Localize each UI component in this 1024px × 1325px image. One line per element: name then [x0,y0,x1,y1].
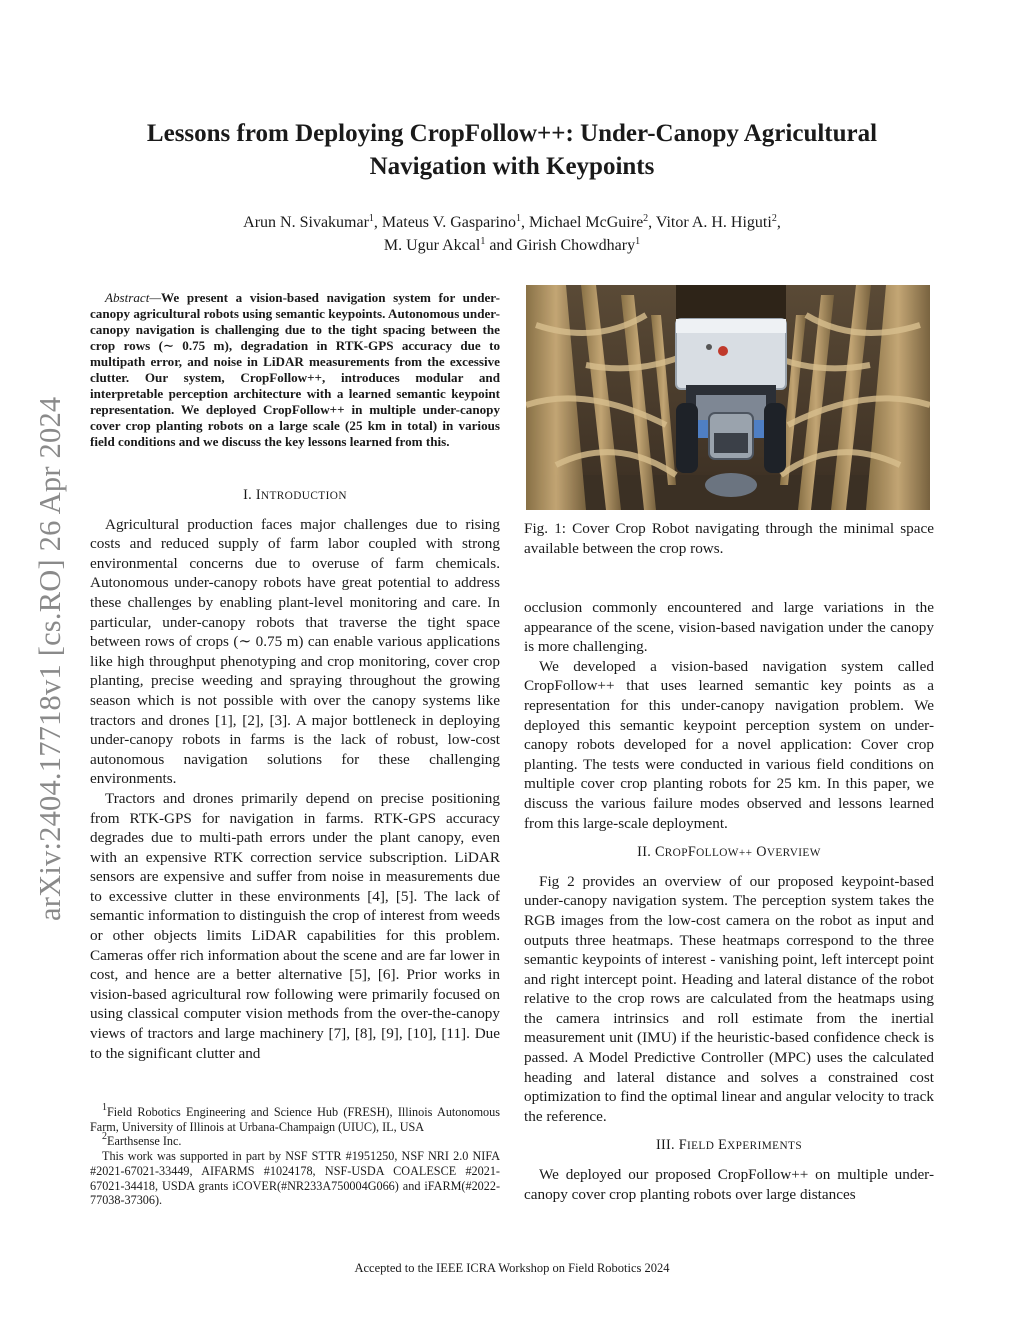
intro-paragraph-2: Tractors and drones primarily depend on precise positioning from RTK-GPS for navigation in farms. RTK-GPS accuracy degrades due to multi-path errors under the plant canopy, even with an expensive RTK correction service subscription. LiDAR sensors are expensive and suffer from noise in measurements due to excessive clutter in these environments [4], [5]. The lack of semantic information to distinguish the crop of interest from weeds or other objects limits LiDAR capabilities for this problem. Cameras offer rich information about the scene and are far lower in cost, and hence are a better alternative [5], [6]. Prior works in vision-based agricultural row following were primarily focused on using classical computer vision methods from the over-the-canopy views of tractors and large machinery [7], [8], [9], [10], [11]. Due to the significant clutter and [90,789,500,1062]
affiliation-mark: 1 [368,213,374,224]
affiliation-mark: 1 [515,213,521,224]
author-name: Michael McGuire [528,214,644,231]
affiliation-mark: 2 [643,213,649,224]
footnote-1: $^1$Field Robotics Engineering and Science Hub (FRESH), Illinois Autonomous Farm, University of Illinois at Urbana-Champaign (UIUC), IL, USA [90,1102,500,1134]
right-column-text [524,598,934,1204]
footnote-2: $^2$Earthsense Inc. [102,1131,182,1149]
affiliation-mark: 2 [771,213,777,224]
robot-in-crop-rows-illustration [526,285,930,510]
author-name: Vitor A. H. Higuti [655,214,772,231]
introduction-section [90,486,500,1063]
author-line-1: Arun N. Sivakumar$^1$, Mateus V. Gasparino$^1$, Michael McGuire$^2$, Vitor A. H. Higuti$^2$, [243,213,781,231]
abstract-label: Abstract [105,290,150,305]
right-paragraph-3: Fig 2 provides an overview of our proposed keypoint-based under-canopy navigation system. The perception system takes the RGB images from the low-cost camera on the robot as input and outputs three heatmaps. These heatmaps correspond to the three semantic keypoints of interest - vanishing point, left intercept point and right intercept point. Heading and lateral distance of the robot relative to the crop rows are calculated from the heatmaps using the camera intrinsics and roll estimate from the inertial measurement unit (IMU) if the heuristic-based confidence check is passed. A Model Predictive Controller (MPC) uses the calculated heading and lateral distance and solves a constrained cost optimization to find the optimal linear and angular velocity to track the reference. [524,872,934,1125]
figure-1-photo [526,285,930,510]
author-name: Arun N. Sivakumar [243,214,369,231]
affiliation-mark: 1 [480,236,486,247]
intro-paragraph-1: Agricultural production faces major challenges due to rising costs and reduced supply of farm labor coupled with strong environmental concerns due to overuse of farm chemicals. Autonomous under-canopy robots have great potential to address these challenges by enabling plant-level monitoring and care. In particular, under-canopy robots that traverse the tight space between rows of crops (∼ 0.75 m) can enable various applications like high throughput phenotyping and crop monitoring, cover crop planting, precise weeding and spraying throughout the growing season which is not possible with over the canopy systems like tractors and drones [1], [2], [3]. A major bottleneck in deploying under-canopy robots in farms is the lack of robust, low-cost autonomous navigation solutions for these challenging environments. [90,515,500,788]
footnotes [90,1102,500,1208]
author-list [100,211,924,257]
right-paragraph-1: occlusion commonly encountered and large variations in the appearance of the scene, vision-based navigation under the canopy is more challenging. [524,599,934,656]
section-heading-field-experiments: III. FIELD EXPERIMENTS [655,1137,803,1154]
author-name: Mateus V. Gasparino [381,214,516,231]
venue-note: Accepted to the IEEE ICRA Workshop on Field Robotics 2024 [354,1261,670,1275]
abstract-text: We present a vision-based navigation system for under-canopy agricultural robots using semantic keypoints. Autonomous under-canopy navigation is challenging due to the tight spacing between the crop rows (∼ 0.75 m), degradation in RTK-GPS accuracy due to multipath error, and noise in LiDAR measurements from the excessive clutter. Our system, CropFollow++, introduces modular and interpretable perception architecture with a learned semantic keypoint representation. We deployed CropFollow++ in multiple under-canopy cover crop planting robots on a large scale (25 km in total) in various field conditions and we discuss the key lessons learned from this. [90,290,500,449]
author-name: M. Ugur Akcal [383,237,481,254]
figure-1-caption: Fig. 1: Cover Crop Robot navigating through the minimal space available between the crop rows. [524,520,934,557]
footnote-funding: This work was supported in part by NSF STTR #1951250, NSF NRI 2.0 NIFA #2021-67021-33449, AIFARMS #1024178, NSF-USDA COALESCE #2021-67021-34418, USDA grants iCOVER(#NR233A750004G066) and iFARM(#2022-77038-37306). [90,1149,500,1208]
title-line-1: Lessons from Deploying CropFollow++: Under-Canopy Agricultural [146,120,878,147]
right-paragraph-2: We developed a vision-based navigation system called CropFollow++ that uses learned semantic key points as a representation for this under-canopy navigation problem. We deployed this semantic keypoint perception system on under-canopy robots developed for a novel application: Cover crop planting. The tests were conducted in various field conditions on multiple cover crop planting robots for 25 km. In this paper, we discuss the various failure modes observed and lessons learned from this large-scale deployment. [524,657,934,832]
paper-title [100,117,924,183]
section-heading-introduction: I. INTRODUCTION [243,487,347,503]
author-line-2: M. Ugur Akcal$^1$ and Girish Chowdhary$^1$ [383,236,641,254]
title-line-2: Navigation with Keypoints [369,153,655,180]
abstract: Abstract—We present a vision-based navigation system for under-canopy agricultural robots using semantic keypoints. Autonomous under-canopy navigation is challenging due to the tight spacing between the crop rows (∼ 0.75 m), degradation in RTK-GPS accuracy due to multipath error, and noise in LiDAR measurements from the excessive clutter. Our system, CropFollow++, introduces modular and interpretable perception architecture with a learned semantic keypoint representation. We deployed CropFollow++ in multiple under-canopy cover crop planting robots on a large scale (25 km in total) in various field conditions and we discuss the key lessons learned from this. [90,290,500,449]
section-heading-overview: II. CROPFOLLOW++ OVERVIEW [637,844,821,861]
affiliation-mark: 1 [635,236,641,247]
right-paragraph-4: We deployed our proposed CropFollow++ on multiple under-canopy cover crop planting robots over large distances [524,1166,934,1203]
arxiv-stamp: arXiv:2404.17718v1 [cs.RO] 26 Apr 2024 [33,396,67,922]
author-name: Girish Chowdhary [516,237,636,254]
